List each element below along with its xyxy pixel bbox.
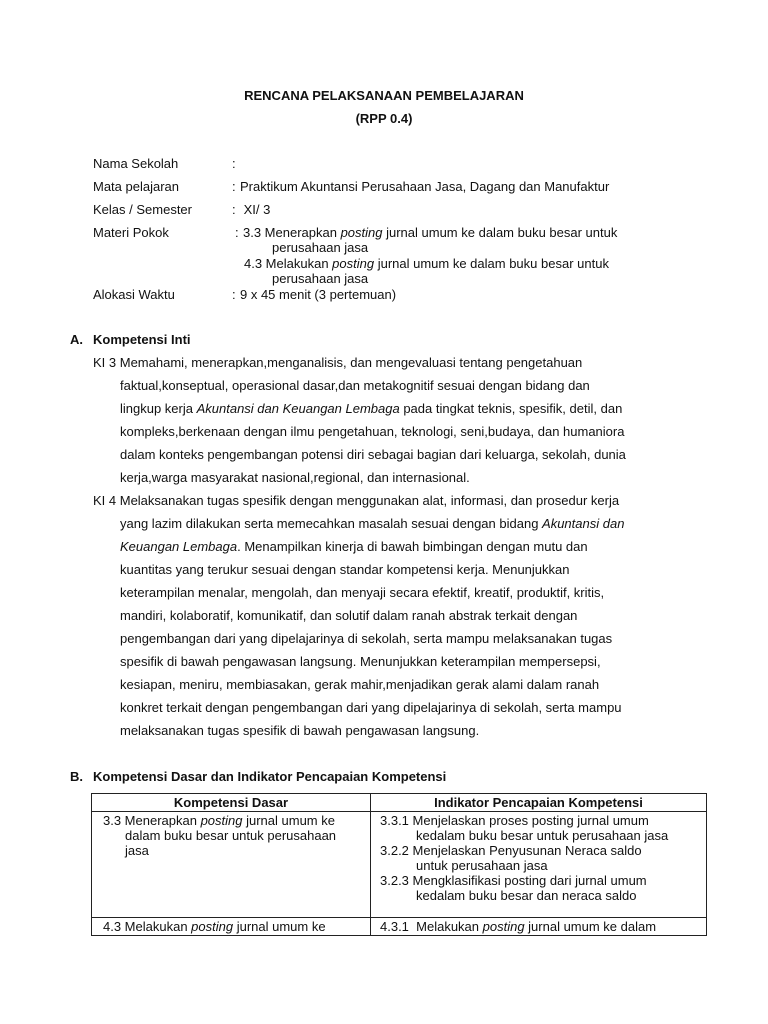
text-line: Keuangan Lembaga. Menampilkan kinerja di bawah bimbingan dengan mutu dan [120,539,588,554]
material-item-1-cont: perusahaan jasa [272,240,369,255]
identity-label: Materi Pokok [93,225,169,240]
identity-colon: : [232,156,236,171]
cell-text: 3.3.1 Menjelaskan proses posting jurnal umum [380,813,649,828]
cell-text: 4.3 Melakukan posting jurnal umum ke [103,919,326,934]
cell-text: 3.2.2 Menjelaskan Penyusunan Neraca saldo [380,843,642,858]
identity-colon: : [235,225,239,240]
material-item-2-cont: perusahaan jasa [272,271,369,286]
text-line: KI 4 Melaksanakan tugas spesifik dengan menggunakan alat, informasi, dan prosedur kerja [93,493,620,508]
text-line: spesifik di bawah pengawasan langsung. Menunjukkan keterampilan mempersepsi, [120,654,601,669]
cell-text: jasa [125,843,149,858]
table-header-cell: Indikator Pencapaian Kompetensi [371,794,707,812]
cell-text: 3.3 Menerapkan posting jurnal umum ke [103,813,335,828]
cell-text: kedalam buku besar dan neraca saldo [416,888,637,903]
identity-value: 9 x 45 menit (3 pertemuan) [240,287,397,302]
ki3-paragraph [93,351,683,489]
identity-colon: : [232,179,236,194]
material-item-2: 4.3 Melakukan posting jurnal umum ke dalam buku besar untuk [244,256,609,271]
text-line: kuantitas yang terukur sesuai dengan standar kompetensi kerja. Menunjukkan [120,562,570,577]
cell-text: 4.3.1 Melakukan posting jurnal umum ke dalam [380,919,657,934]
table-cell-kd [92,918,371,936]
ki4-paragraph [93,489,683,742]
identity-label: Nama Sekolah [93,156,179,171]
identity-label: Mata pelajaran [93,179,179,194]
table-header-row [92,794,707,812]
text-line: faktual,konseptual, operasional dasar,dan metakognitif sesuai dengan bidang dan [120,378,590,393]
identity-value: XI/ 3 [240,202,271,217]
text-line: konkret terkait dengan pengembangan dari yang dipelajarinya di sekolah, serta mampu [120,700,622,715]
text-line: melaksanakan tugas spesifik di bawah pengawasan langsung. [120,723,480,738]
section-b-heading: B. Kompetensi Dasar dan Indikator Pencapaian Kompetensi [70,769,447,784]
cell-text: untuk perusahaan jasa [416,858,548,873]
cell-text: 3.2.3 Mengklasifikasi posting dari jurnal umum [380,873,647,888]
competency-table [91,793,707,936]
text-line: kerja,warga masyarakat nasional,regional, dan internasional. [120,470,470,485]
table-cell-kd [92,812,371,918]
table-cell-indicator [371,918,707,936]
text-line: pengembangan dari yang dipelajarinya di sekolah, serta mampu melaksanakan tugas [120,631,613,646]
text-line: lingkup kerja Akuntansi dan Keuangan Lembaga pada tingkat teknis, spesifik, detil, dan [120,401,623,416]
identity-colon: : [232,287,236,302]
text-line: keterampilan menalar, mengolah, dan menyaji secara efektif, kreatif, produktif, kritis, [120,585,605,600]
text-line: mandiri, kolaboratif, komunikatif, dan solutif dalam ranah abstrak terkait dengan [120,608,578,623]
cell-text: dalam buku besar untuk perusahaan [125,828,337,843]
identity-colon: : [232,202,236,217]
section-a-heading: A. Kompetensi Inti [70,332,191,347]
identity-label: Kelas / Semester [93,202,192,217]
table-row [92,918,707,936]
table-header-cell: Kompetensi Dasar [92,794,371,812]
table-cell-indicator [371,812,707,918]
identity-value: Praktikum Akuntansi Perusahaan Jasa, Dagang dan Manufaktur [240,179,610,194]
text-line: KI 3 Memahami, menerapkan,menganalisis, dan mengevaluasi tentang pengetahuan [93,355,583,370]
table-row [92,812,707,918]
text-line: kesiapan, meniru, membiasakan, gerak mahir,menjadikan gerak alami dalam ranah [120,677,600,692]
material-item-1: 3.3 Menerapkan posting jurnal umum ke dalam buku besar untuk [243,225,618,240]
text-line: dalam konteks pengembangan potensi diri sebagai bagian dari keluarga, sekolah, dunia [120,447,626,462]
text-line: yang lazim dilakukan serta memecahkan masalah sesuai dengan bidang Akuntansi dan [120,516,625,531]
cell-text: kedalam buku besar untuk perusahaan jasa [416,828,669,843]
text-line: kompleks,berkenaan dengan ilmu pengetahuan, teknologi, seni,budaya, dan humaniora [120,424,625,439]
document-subtitle: (RPP 0.4) [355,111,413,126]
identity-label: Alokasi Waktu [93,287,175,302]
document-title: RENCANA PELAKSANAAN PEMBELAJARAN [244,88,524,103]
